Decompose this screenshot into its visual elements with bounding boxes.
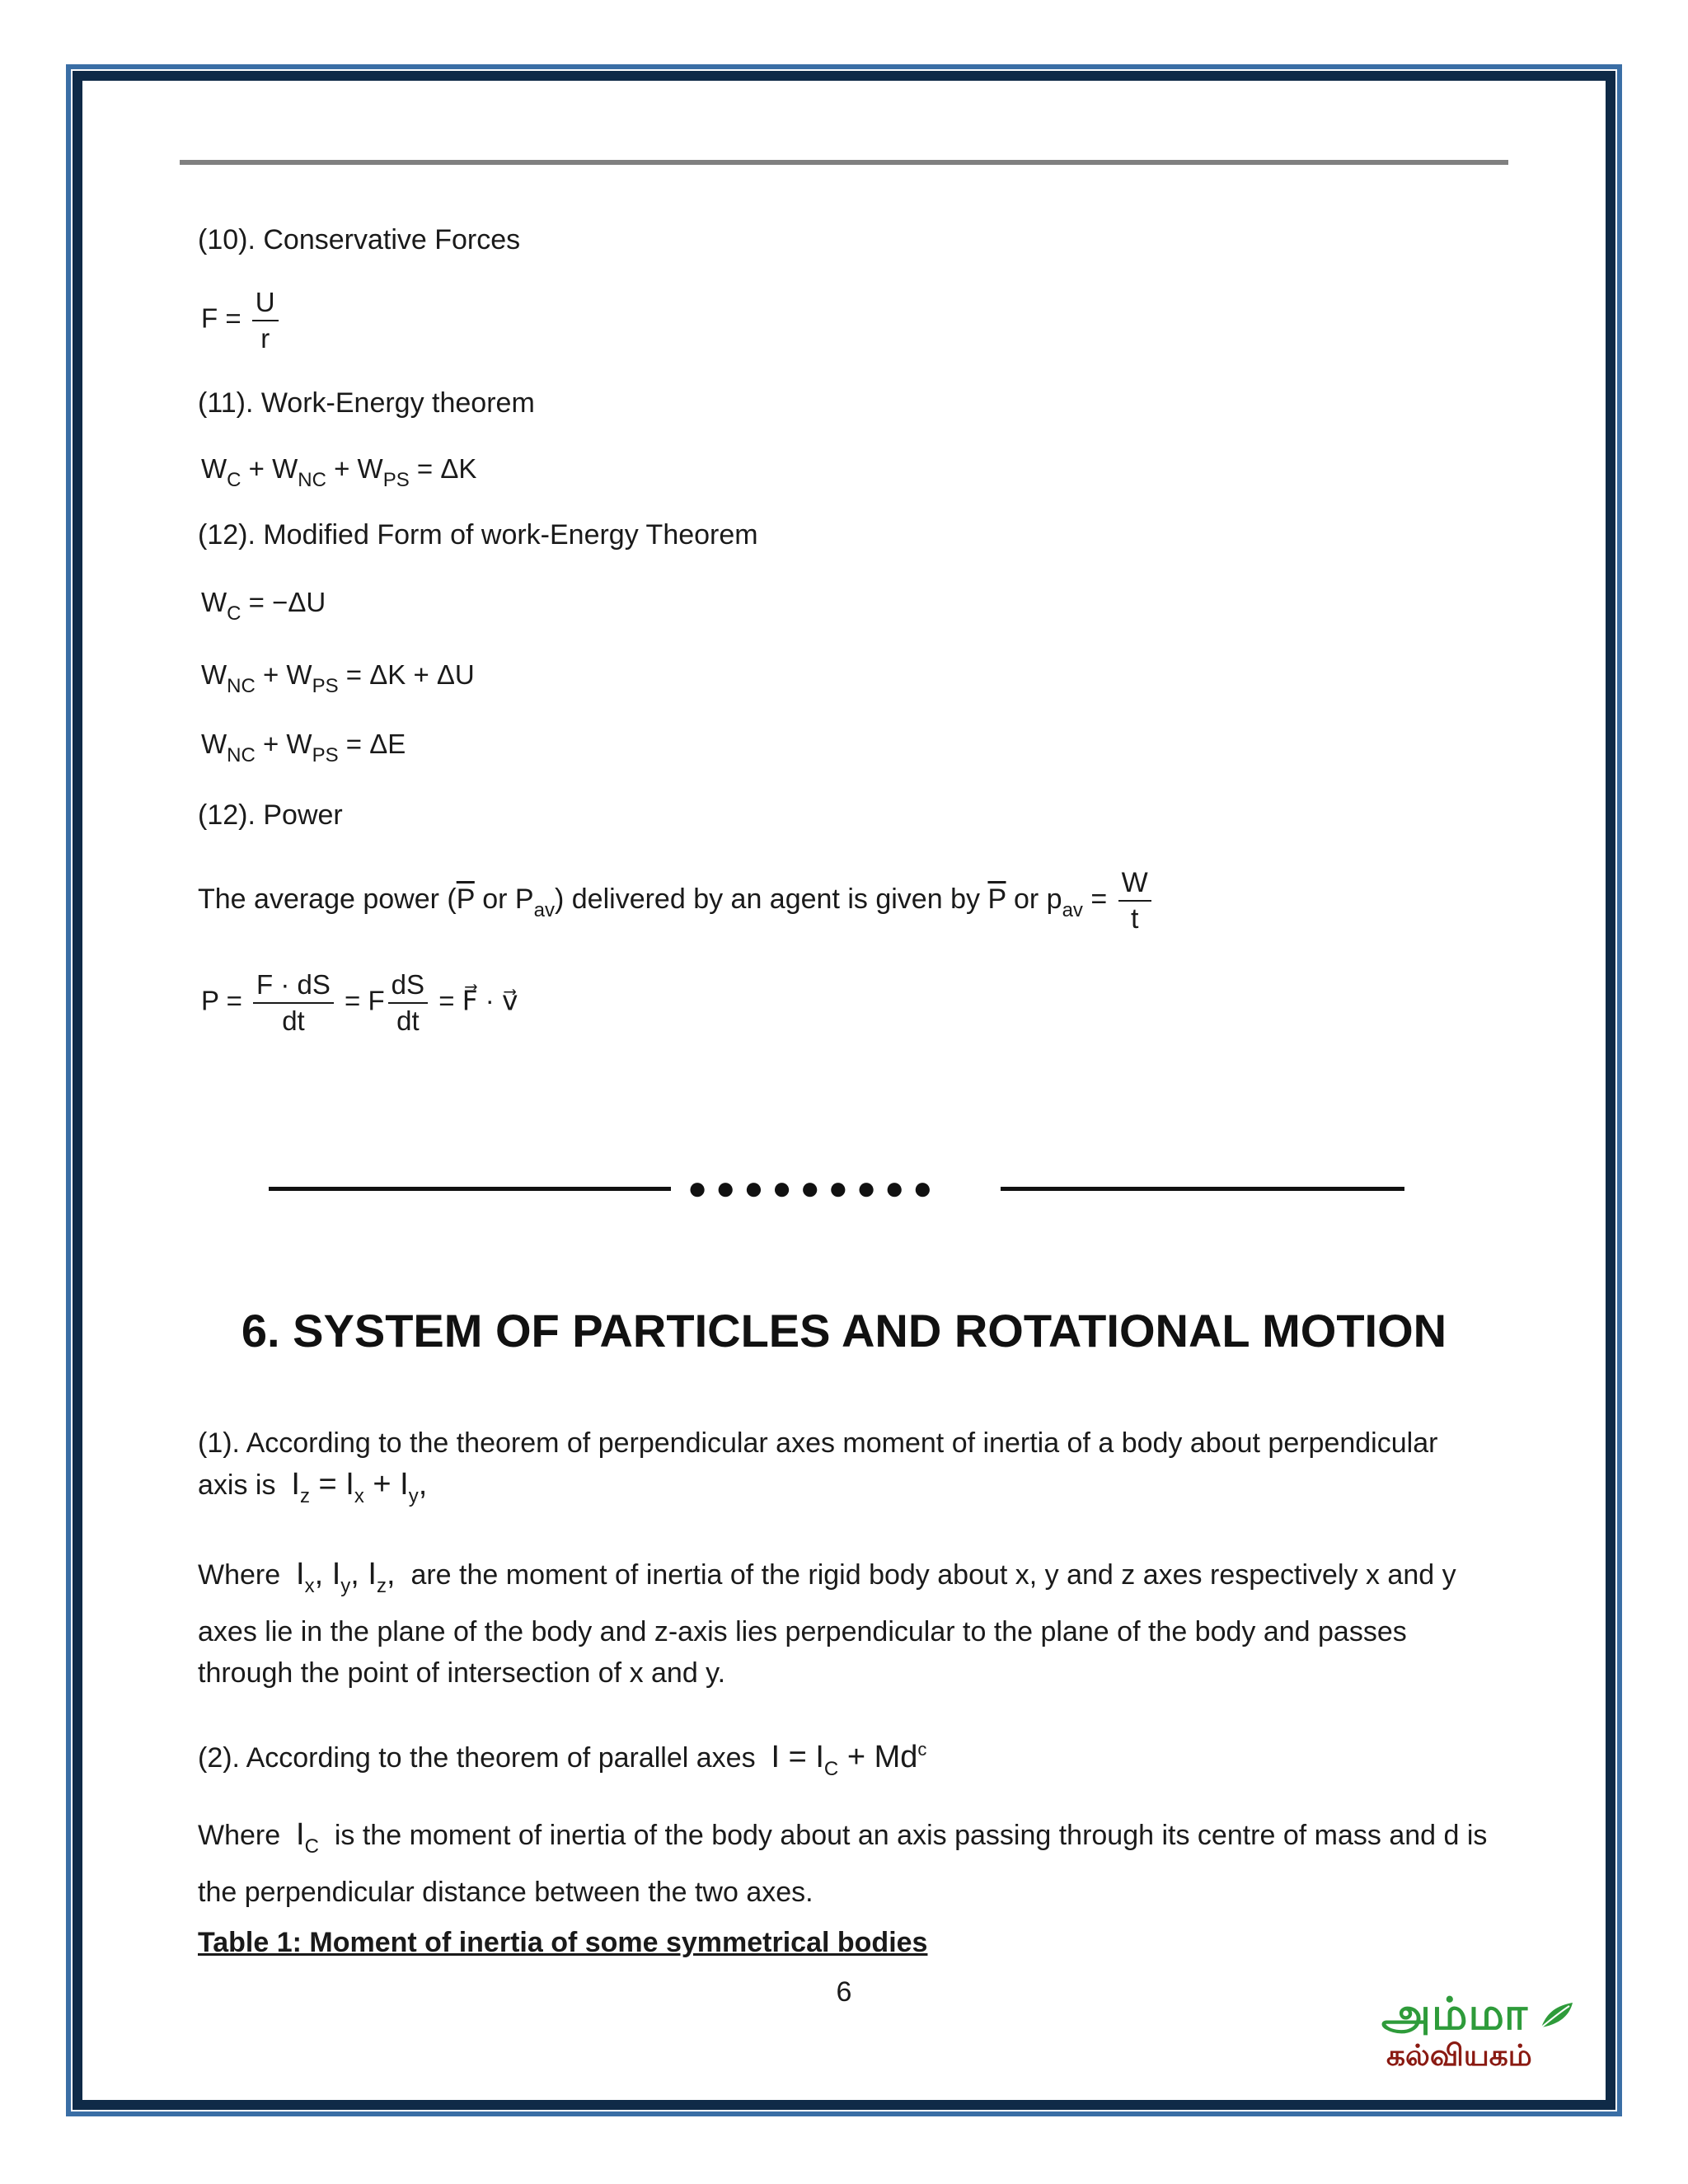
page-frame-inner bbox=[73, 71, 1615, 2110]
equation-work-energy: $W_C + W_{NC} + W_{PS} = \Delta K$ bbox=[201, 453, 477, 491]
equation-power: P = $\frac{F \cdot dS}{dt}$ = F $\frac{dS}{dt}$ = F⃗ · v⃗ bbox=[201, 969, 518, 1036]
logo-text-top: அம்மா bbox=[1381, 1988, 1529, 2040]
equation-conservative-force: F = $\frac{U}{r}$ bbox=[201, 287, 282, 354]
section-12-modified-heading: (12). Modified Form of work-Energy Theorem bbox=[198, 519, 758, 551]
divider-dots: ●●●●●●●●● bbox=[687, 1170, 941, 1207]
perpendicular-axes-where: Where $I_x$, $I_y$, $I_z$, are the moment of inertia of the rigid body about x, y and z axes respectively x and y axes lie in the plane of the body and z-axis lies perpendicular to the plane of the body and passes through the point of intersection of x and y. bbox=[198, 1557, 1456, 1689]
parallel-axes-paragraph: (2). According to the theorem of parallel axes $I = I_C + Md^c$ bbox=[198, 1739, 927, 1780]
section-10-heading: (10). Conservative Forces bbox=[198, 224, 521, 255]
header-rule bbox=[180, 160, 1508, 165]
perpendicular-axes-paragraph: (1). According to the theorem of perpendicular axes moment of inertia of a body about perpendicular axis is $I_z = I_x + I_y$, bbox=[198, 1427, 1438, 1507]
section-11-heading: (11). Work-Energy theorem bbox=[198, 387, 535, 419]
leaf-icon bbox=[1538, 1998, 1576, 2031]
equation-wnc-du: $W_{NC} + W_{PS} = \Delta K + \Delta U$ bbox=[201, 659, 475, 697]
divider-line-right bbox=[1001, 1187, 1404, 1191]
power-definition: The average power ($\overline{P}$ or $P_{av}$) delivered by an agent is given by $\overline{P}$ or $p_{av}$ = $\frac{W}{t}$ bbox=[198, 867, 1155, 935]
chapter-title: 6. SYSTEM OF PARTICLES AND ROTATIONAL MOTION bbox=[241, 1305, 1447, 1357]
divider-line-left bbox=[269, 1187, 671, 1191]
page-number: 6 bbox=[836, 1976, 852, 2008]
parallel-axes-where: Where $I_C$ is the moment of inertia of the body about an axis passing through its centre of mass and d is the perpendicular distance between the two axes. bbox=[198, 1817, 1488, 1908]
equation-wnc-de: $W_{NC} + W_{PS} = \Delta E$ bbox=[201, 729, 406, 766]
amma-kalviyagam-logo bbox=[1381, 1988, 1579, 2075]
section-12-power-heading: (12). Power bbox=[198, 799, 343, 831]
equation-wc: $W_C = -\Delta U$ bbox=[201, 587, 326, 625]
logo-text-bottom: கல்வியகம் bbox=[1386, 2039, 1532, 2073]
table-title: Table 1: Moment of inertia of some symmetrical bodies bbox=[198, 1927, 928, 1958]
